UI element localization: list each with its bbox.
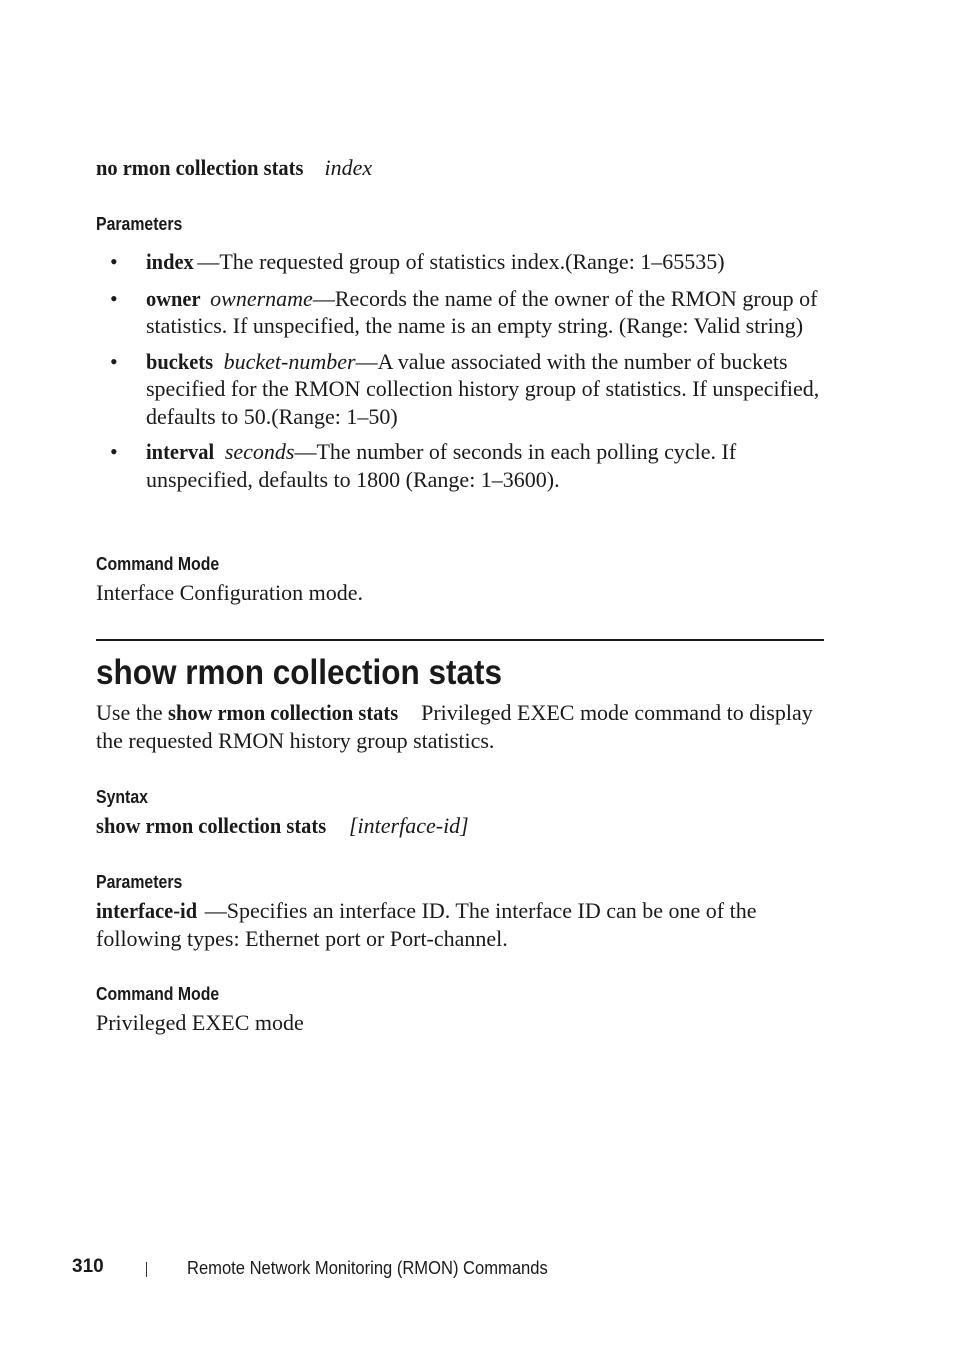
syntax-argument: index [324, 155, 373, 180]
param-term: index [146, 249, 194, 274]
page-number: 310 [72, 1256, 104, 1277]
param-term: interface-id [96, 898, 198, 923]
bullet-icon: • [110, 249, 118, 274]
param-desc: —The number of seconds in each polling cycle. If unspecified, defaults to 1800 (Range: 1–3600). [146, 439, 737, 492]
param-arg: seconds [224, 439, 295, 464]
param-arg: bucket-number [223, 348, 356, 374]
bullet-icon: • [110, 285, 118, 311]
param-term: owner [146, 285, 201, 311]
param-term: interval [146, 439, 215, 464]
syntax-command: show rmon collection stats [96, 813, 327, 838]
section-title: show rmon collection stats [96, 653, 503, 692]
footer-separator [146, 1262, 147, 1277]
list-item [96, 348, 826, 431]
intro-text: Use the [96, 700, 169, 725]
command-mode-heading: Command Mode [96, 984, 220, 1004]
section-intro [96, 699, 816, 754]
intro-command: show rmon collection stats [168, 700, 399, 725]
command-mode-text: Interface Configuration mode. [96, 580, 363, 605]
list-item [96, 438, 826, 493]
parameters-heading: Parameters [96, 872, 183, 892]
param-desc: —Specifies an interface ID. The interface ID can be one of the following types: Ethernet port or Port-channel. [96, 898, 757, 951]
bullet-icon: • [110, 439, 118, 464]
param-term: buckets [146, 348, 214, 374]
syntax-heading: Syntax [96, 787, 148, 807]
parameter-list [96, 248, 826, 493]
syntax-command: no rmon collection stats [96, 155, 304, 180]
chapter-title: Remote Network Monitoring (RMON) Commands [187, 1258, 548, 1278]
bullet-icon: • [110, 348, 118, 374]
top-syntax-line [96, 154, 372, 182]
parameter-description [96, 897, 816, 952]
param-desc: —Records the name of the owner of the RMON group of statistics. If unspecified, the name is an empty string. (Range: Valid string) [146, 285, 818, 338]
param-arg: ownername [210, 285, 313, 311]
syntax-argument: [interface-id] [348, 813, 469, 838]
command-mode-text: Privileged EXEC mode [96, 1010, 304, 1035]
list-item [96, 285, 826, 340]
section-divider [96, 639, 824, 641]
syntax-line [96, 812, 469, 840]
command-mode-heading: Command Mode [96, 554, 220, 574]
param-desc: —A value associated with the number of buckets specified for the RMON collection history group of statistics. If unspecified, defaults to 50.(Range: 1–50) [146, 348, 820, 429]
parameters-heading: Parameters [96, 214, 183, 234]
intro-text: Privileged EXEC mode command to display the requested RMON history group statistics. [96, 700, 813, 753]
param-desc: —The requested group of statistics index.(Range: 1–65535) [197, 249, 725, 274]
list-item [96, 248, 826, 276]
